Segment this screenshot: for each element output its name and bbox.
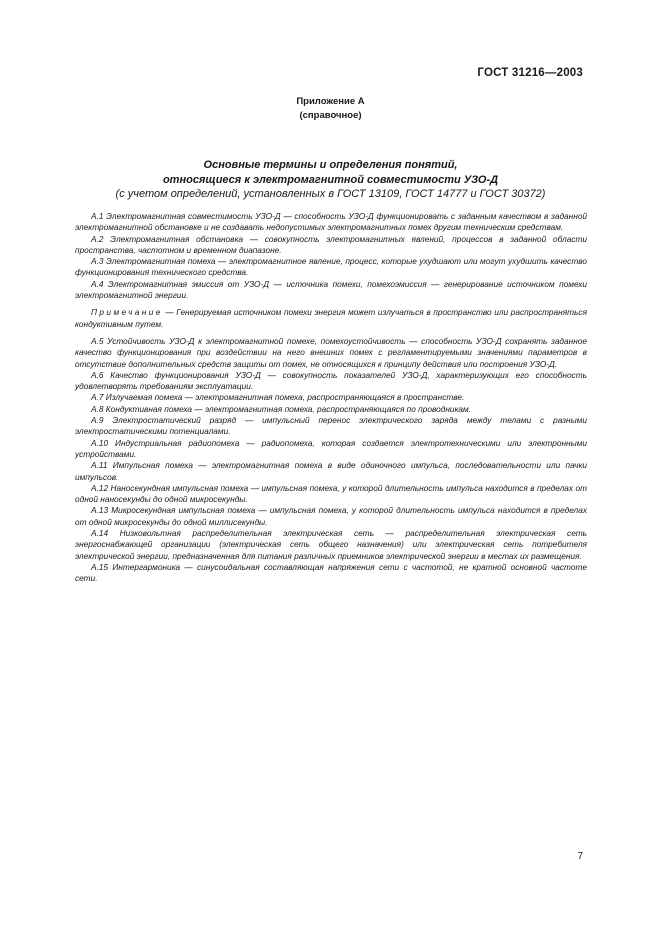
- appendix-label: Приложение А: [296, 96, 365, 107]
- term-paragraph: А.6 Качество функционирования УЗО-Д — совокупность показателей УЗО-Д, характеризующих его способность удовлетворять требованиям эксплуатации.: [75, 369, 587, 392]
- page-number: 7: [577, 851, 583, 862]
- section-title: [0, 158, 661, 202]
- title-line-2: относящиеся к электромагнитной совместимости УЗО-Д: [162, 173, 499, 186]
- term-paragraph: А.4 Электромагнитная эмиссия от УЗО-Д — источника помехи, помехоэмиссия — генерирование источником помехи электромагнитной энергии.: [75, 278, 587, 301]
- term-paragraph: А.12 Наносекундная импульсная помеха — импульсная помеха, у которой длительность импульса находится в пределах от одной наносекунды до одной микросекунды.: [75, 482, 587, 505]
- document-code: ГОСТ 31216—2003: [477, 67, 583, 79]
- term-paragraph: А.2 Электромагнитная обстановка — совокупность электромагнитных явлений, процессов в заданной области пространства, частотном и временном диапазоне.: [75, 233, 587, 255]
- term-paragraph: А.8 Кондуктивная помеха — электромагнитная помеха, распространяющаяся по проводникам.: [91, 403, 472, 414]
- term-paragraph: А.7 Излучаемая помеха — электромагнитная помеха, распространяющаяся в пространстве.: [91, 392, 465, 403]
- term-paragraph: А.5 Устойчивость УЗО-Д к электромагнитной помехе, помехоустойчивость — способность УЗО-Д сохранять заданное качество функционирования при воздействии на него внешних помех с регламентируемыми значениями параметров в отсутствие дополнительных средств защиты от помех, не относящихся к принципу действия или построения УЗО-Д.: [75, 335, 587, 369]
- note-paragraph: [75, 307, 587, 330]
- term-paragraph: А.15 Интергармоника — синусоидальная составляющая напряжения сети с частотой, не кратной основной частоте сети.: [75, 561, 587, 584]
- term-paragraph: А.9 Электростатический разряд — импульсный перенос электрического заряда между телами с разными электростатическими потенциалами.: [75, 415, 587, 437]
- title-line-1: Основные термины и определения понятий,: [203, 159, 458, 171]
- title-line-3: (с учетом определений, установленных в ГОСТ 13109, ГОСТ 14777 и ГОСТ 30372): [115, 188, 546, 200]
- term-paragraph: А.1 Электромагнитная совместимость УЗО-Д — способность УЗО-Д функционировать с заданным качеством в заданной электромагнитной обстановке и не создавать недопустимых электромагнитных помех другим техническим средствам.: [75, 211, 587, 233]
- term-paragraph: А.13 Микросекундная импульсная помеха — импульсная помеха, у которой длительность импульса находится в пределах от одной микросекунды до одной миллисекунды.: [75, 505, 587, 527]
- term-paragraph: А.3 Электромагнитная помеха — электромагнитное явление, процесс, которые ухудшают или могут ухудшить качество функционирования технического средства.: [75, 256, 587, 278]
- note-text: — Генерируемая источником помехи энергия может излучаться в пространство или распространяться кондуктивным путем.: [75, 307, 587, 329]
- term-paragraph: А.10 Индустриальная радиопомеха — радиопомеха, которая создается электротехническими или электронными устройствами.: [75, 437, 587, 459]
- appendix-heading: [0, 95, 661, 123]
- appendix-type: (справочное): [299, 110, 362, 121]
- document-body: [75, 211, 587, 585]
- note-lead: Примечание: [91, 307, 163, 318]
- term-paragraph: А.14 Низковольтная распределительная электрическая сеть — распределительная электрическая сеть энергоснабжающей организации (электрическая сеть общего назначения) или электрическая сеть потребителя электрической энергии, предназначенная для питания различных приемников электрической энергии в местах их размещения.: [75, 528, 587, 561]
- term-paragraph: А.11 Импульсная помеха — электромагнитная помеха в виде одиночного импульса, последовательности или пачки импульсов.: [75, 460, 587, 482]
